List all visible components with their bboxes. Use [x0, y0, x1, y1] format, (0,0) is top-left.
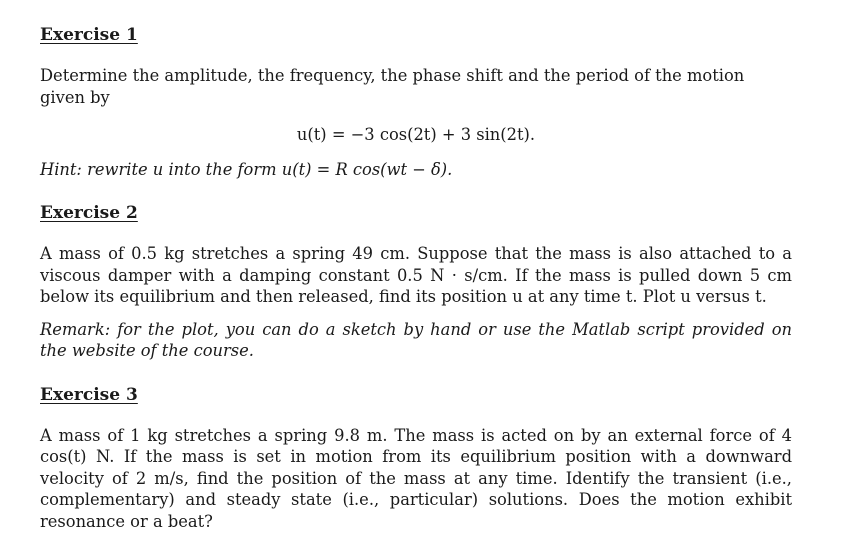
- exercise-2-body: A mass of 0.5 kg stretches a spring 49 cm. Suppose that the mass is also attached to a viscous damper with a damping constant 0.5 N · s/cm. If the mass is pulled down 5 cm below its equilibrium and then released, find its position u at any time t. Plot u versus t.: [40, 244, 792, 306]
- remark-text: for the plot, you can do a sketch by hand or use the Matlab script provided on the website of the course.: [40, 319, 792, 360]
- exercise-3-body: A mass of 1 kg stretches a spring 9.8 m. The mass is acted on by an external force of 4 cos(t) N. If the mass is set in motion from its equilibrium position with a downward velocity of 2 m/s, find the position of the mass at any time. Identify the transient (i.e., complementary) and steady state (i.e., particular) solutions. Does the motion exhibit resonance or a beat?: [40, 425, 792, 531]
- document-page: [40, 24, 792, 532]
- exercise-2-title: Exercise 2: [40, 203, 138, 223]
- exercise-1-section: [40, 24, 792, 180]
- exercise-1-equation: u(t) = −3 cos(2t) + 3 sin(2t).: [296, 125, 536, 144]
- exercise-1-hint: [40, 159, 792, 181]
- exercise-2-remark: [40, 319, 792, 362]
- exercise-1-intro: Determine the amplitude, the frequency, the phase shift and the period of the motion given by: [40, 66, 745, 107]
- exercise-3-title: Exercise 3: [40, 384, 138, 405]
- exercise-1-title: Exercise 1: [40, 25, 138, 45]
- hint-text: rewrite u into the form u(t) = R cos(wt − δ).: [87, 159, 453, 179]
- hint-label: Hint:: [40, 159, 82, 179]
- exercise-3-section: [40, 384, 792, 533]
- exercise-2-section: [40, 202, 792, 362]
- remark-label: Remark:: [40, 319, 111, 339]
